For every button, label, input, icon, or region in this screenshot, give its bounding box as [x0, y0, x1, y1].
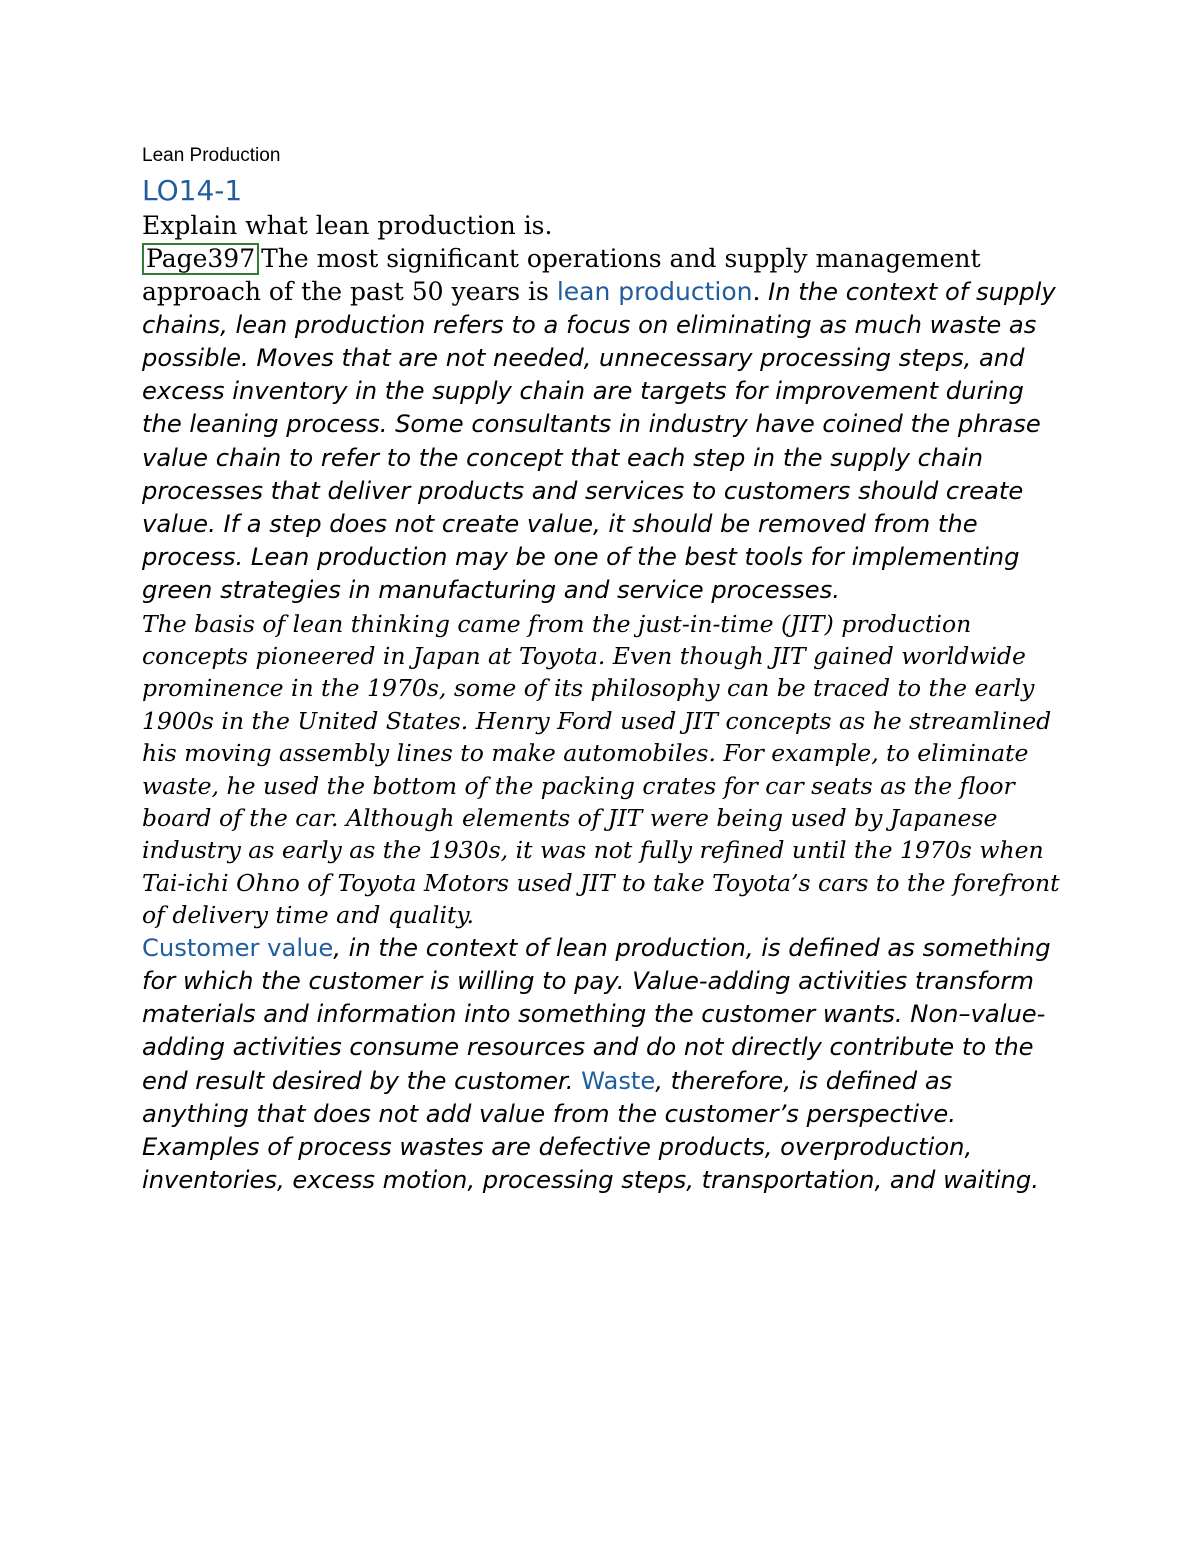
term-customer-value: Customer value	[142, 933, 334, 962]
paragraph-1	[142, 243, 1062, 608]
learning-objective-code: LO14-1	[142, 174, 243, 207]
learning-objective-text: Explain what lean production is.	[142, 211, 553, 240]
paragraph-2-text: The basis of lean thinking came from the just-in-time (JIT) production concepts pioneered in Japan at Toyota. Even though JIT gained worldwide prominence in the 1970s, some of its philosophy can be traced to the early 1900s in the United States. Henry Ford used JIT concepts as he streamlined his moving assembly lines to make automobiles. For example, to eliminate waste, he used the bottom of the packing crates for car seats as the floor board of the car. Although elements of JIT were being used by Japanese industry as early as the 1930s, it was not fully refined until the 1970s when Tai-ichi Ohno of Toyota Motors used JIT to take Toyota’s cars to the forefront of delivery time and quality.	[142, 609, 1060, 930]
paragraph-1-start: The most significant operations and supply management approach of the past 50 years is	[142, 243, 981, 306]
paragraph-3-text	[142, 932, 1062, 1198]
term-lean-production: lean production	[556, 276, 753, 306]
paragraph-1-period: .	[752, 276, 761, 306]
document-page	[142, 140, 1062, 1197]
paragraph-2	[142, 608, 1062, 932]
paragraph-3	[142, 932, 1062, 1198]
page-marker: Page397	[142, 243, 259, 275]
term-waste: Waste	[581, 1066, 656, 1095]
paragraph-3-mid: , in the context of lean production, is defined as something for which the customer is willing to pay. Value-adding activities transform materials and information into something the customer wants. Non–value-adding activities consume resources and do not directly contribute to the end result desired by the customer.	[142, 933, 1051, 1095]
paragraph-1-italic: In the context of supply chains, lean production refers to a focus on eliminating as much waste as possible. Moves that are not needed, unnecessary processing steps, and excess inventory in the supply chain are targets for improvement during the leaning process. Some consultants in industry have coined the phrase value chain to refer to the concept that each step in the supply chain processes that deliver products and services to customers should create value. If a step does not create value, it should be removed from the process. Lean production may be one of the best tools for implementing green strategies in manufacturing and service processes.	[142, 277, 1056, 605]
paragraph-1-lead	[142, 243, 1062, 608]
section-heading: Lean Production	[142, 145, 281, 166]
paragraph-3-end: , therefore, is defined as anything that does not add value from the customer’s perspective. Examples of process wastes are defective products, overproduction, inventories, excess motion, processing steps, transportation, and waiting.	[142, 1066, 1039, 1195]
